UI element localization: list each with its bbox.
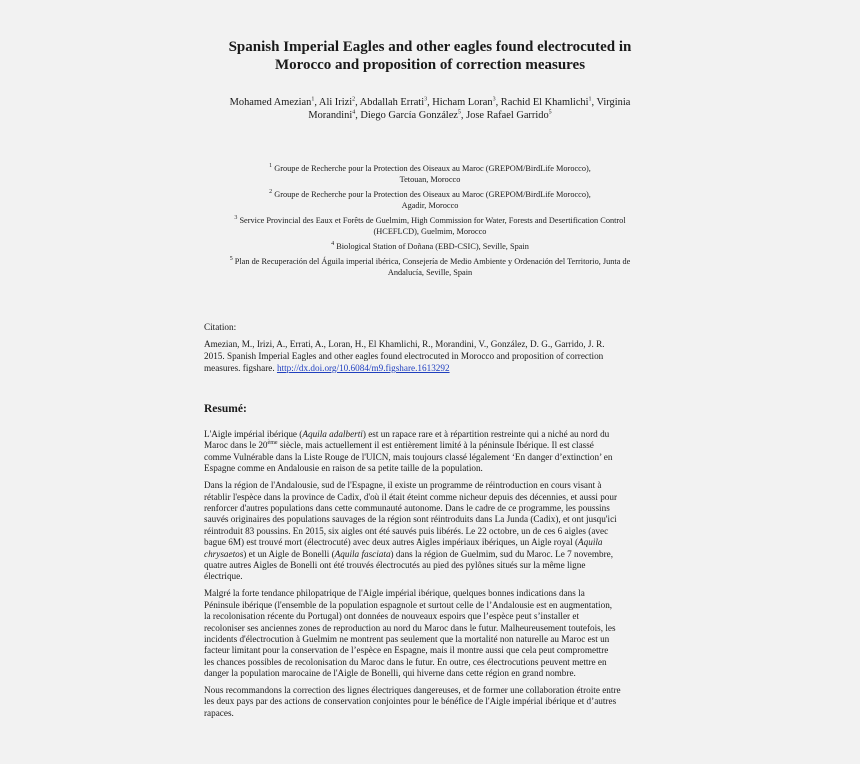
paper-title bbox=[150, 38, 710, 74]
author-name: Mohamed Amezian bbox=[229, 97, 312, 108]
affiliation-3 bbox=[190, 215, 670, 237]
affiliation-number: 1 bbox=[269, 163, 273, 170]
affiliation-text: (HCEFLCD), Guelmim, Morocco bbox=[373, 227, 487, 236]
title-line-1: Spanish Imperial Eagles and other eagles found electrocuted in bbox=[228, 39, 632, 55]
citation-label: Citation: bbox=[204, 322, 237, 332]
author-name: , Hicham Loran bbox=[427, 97, 493, 108]
resume-body bbox=[204, 429, 660, 725]
paragraph-3: Malgré la forte tendance philopatrique de l'Aigle impérial ibérique, quelques bonnes indications dans la Péninsule ibérique (l'ensemble de la population espagnole et surtout celle de l’Andalousie est en augmentation, la recolonisation récente du Portugal) ont données de nouveaux espoirs que l’espèce peut s’installer et recoloniser ses anciennes zones de reproduction au nord du Maroc dans le futur. Malheureusement toutefois, les incidents d'électrocution à Guelmim ne montrent pas seulement que la mortalité non naturelle au Maroc est un facteur limitant pour la conservation de l’espèce en Espagne, mais il montre aussi que cela peut compromettre les chances possibles de recolonisation du Maroc dans le futur. En outre, ces électrocutions peuvent mettre en danger la population marocaine de l'Aigle de Bonelli, qui hiverne dans cette région en grand nombre. bbox=[204, 588, 616, 679]
affiliation-mark: 3 bbox=[424, 96, 428, 103]
author-name: , Abdallah Errati bbox=[355, 97, 425, 108]
author-name: , Jose Rafael Garrido bbox=[460, 110, 549, 121]
affiliation-text: Groupe de Recherche pour la Protection des Oiseaux au Maroc (GREPOM/BirdLife Morocco), bbox=[274, 190, 591, 199]
citation-text bbox=[204, 338, 664, 374]
author-name: , Virginia bbox=[591, 97, 631, 108]
affiliation-4 bbox=[190, 241, 670, 252]
resume-heading: Resumé: bbox=[204, 403, 247, 415]
author-name: , Diego García González bbox=[355, 110, 458, 121]
author-list bbox=[170, 96, 690, 122]
species-name: Aquila fasciata bbox=[334, 548, 391, 559]
author-name: Morandini bbox=[308, 110, 353, 121]
doi-link[interactable]: http://dx.doi.org/10.6084/m9.figshare.1613292 bbox=[276, 363, 450, 373]
affiliation-mark: 3 bbox=[492, 96, 496, 103]
affiliation-mark: 5 bbox=[457, 109, 461, 116]
affiliation-number: 3 bbox=[234, 215, 238, 222]
author-name: , Ali Irizi bbox=[314, 97, 353, 108]
citation-line: 2015. Spanish Imperial Eagles and other eagles found electrocuted in Morocco and proposition of correction bbox=[204, 351, 604, 361]
author-line-1 bbox=[170, 96, 690, 109]
affiliation-text: Plan de Recuperación del Águila imperial ibérica, Consejería de Medio Ambiente y Ordenación del Territorio, Junta de bbox=[234, 257, 631, 266]
affiliation-list bbox=[190, 163, 670, 282]
affiliation-text: Andalucía, Seville, Spain bbox=[387, 268, 473, 277]
author-line-2 bbox=[170, 109, 690, 122]
author-name: , Rachid El Khamlichi bbox=[495, 97, 589, 108]
citation-line: measures. figshare. http://dx.doi.org/10.6084/m9.figshare.1613292 bbox=[204, 363, 450, 373]
affiliation-number: 2 bbox=[269, 189, 273, 196]
affiliation-text: Service Provincial des Eaux et Forêts de Guelmim, High Commission for Water, Forests and Desertification Control bbox=[239, 216, 626, 225]
affiliation-mark: 1 bbox=[311, 96, 315, 103]
affiliation-text: Biological Station of Doñana (EBD-CSIC), Seville, Spain bbox=[336, 242, 529, 251]
affiliation-text: Agadir, Morocco bbox=[401, 201, 459, 210]
species-name: chrysaetos bbox=[204, 548, 244, 559]
paragraph-4: Nous recommandons la correction des lignes électriques dangereuses, et de former une collaboration étroite entre les deux pays par des actions de conservation conjointes pour le bénéfice de l'Aigle impérial ibérique et d’autres rapaces. bbox=[204, 685, 621, 718]
paragraph-2: Dans la région de l'Andalousie, sud de l'Espagne, il existe un programme de réintroduction en cours visant à rétablir l'espèce dans la province de Cadix, d'où il était éteint comme nicheur depuis des décennies, et aussi pour renforcer d'autres populations dans cette communauté autonome. Dans le cadre de ce programme, les poussins sauvés originaires des populations sauvages de la région sont réintroduits dans La Junda (Cadix), et ont jusqu'ici réintroduit 83 poussins. En 2015, six aigles ont été sauvés puis libérés. Le 22 octobre, un de ces 6 aigles (avec bague 6M) est trouvé mort (électrocuté) avec deux autres Aigles impériaux ibériques, un Aigle royal (Aquila chrysaetos) et un Aigle de Bonelli (Aquila fasciata) dans la région de Guelmim, sud du Maroc. Le 7 novembre, quatre autres Aigles de Bonelli ont été trouvés électrocutés au pied des pylônes situés sur la même ligne électrique. bbox=[204, 480, 618, 582]
affiliation-mark: 5 bbox=[548, 109, 552, 116]
affiliation-text: Tetouan, Morocco bbox=[399, 175, 461, 184]
affiliation-number: 5 bbox=[229, 256, 233, 263]
title-line-2: Morocco and proposition of correction measures bbox=[274, 57, 586, 73]
affiliation-mark: 4 bbox=[352, 109, 356, 116]
affiliation-text: Groupe de Recherche pour la Protection des Oiseaux au Maroc (GREPOM/BirdLife Morocco), bbox=[274, 164, 591, 173]
affiliation-1 bbox=[190, 163, 670, 185]
citation-line: Amezian, M., Irizi, A., Errati, A., Loran, H., El Khamlichi, R., Morandini, V., González, D. G., Garrido, J. R. bbox=[204, 339, 605, 349]
affiliation-2 bbox=[190, 189, 670, 211]
affiliation-mark: 2 bbox=[352, 96, 356, 103]
affiliation-mark: 1 bbox=[588, 96, 592, 103]
affiliation-5 bbox=[190, 256, 670, 278]
paragraph-1: L'Aigle impérial ibérique (Aquila adalberti) est un rapace rare et à répartition restreinte qui a niché au nord du Maroc dans le 20ème siècle, mais actuellement il est entièrement limité à la péninsule Ibérique. Il est classé comme Vulnérable dans la Liste Rouge de l'UICN, mais toujours classé légalement ‘En danger d’extinction’ en Espagne comme en Andalousie en raison de sa petite taille de la population. bbox=[204, 429, 613, 474]
affiliation-number: 4 bbox=[331, 241, 335, 248]
species-name: Aquila bbox=[578, 537, 603, 548]
citation-block bbox=[204, 321, 664, 374]
species-name: Aquila adalberti bbox=[302, 429, 363, 439]
